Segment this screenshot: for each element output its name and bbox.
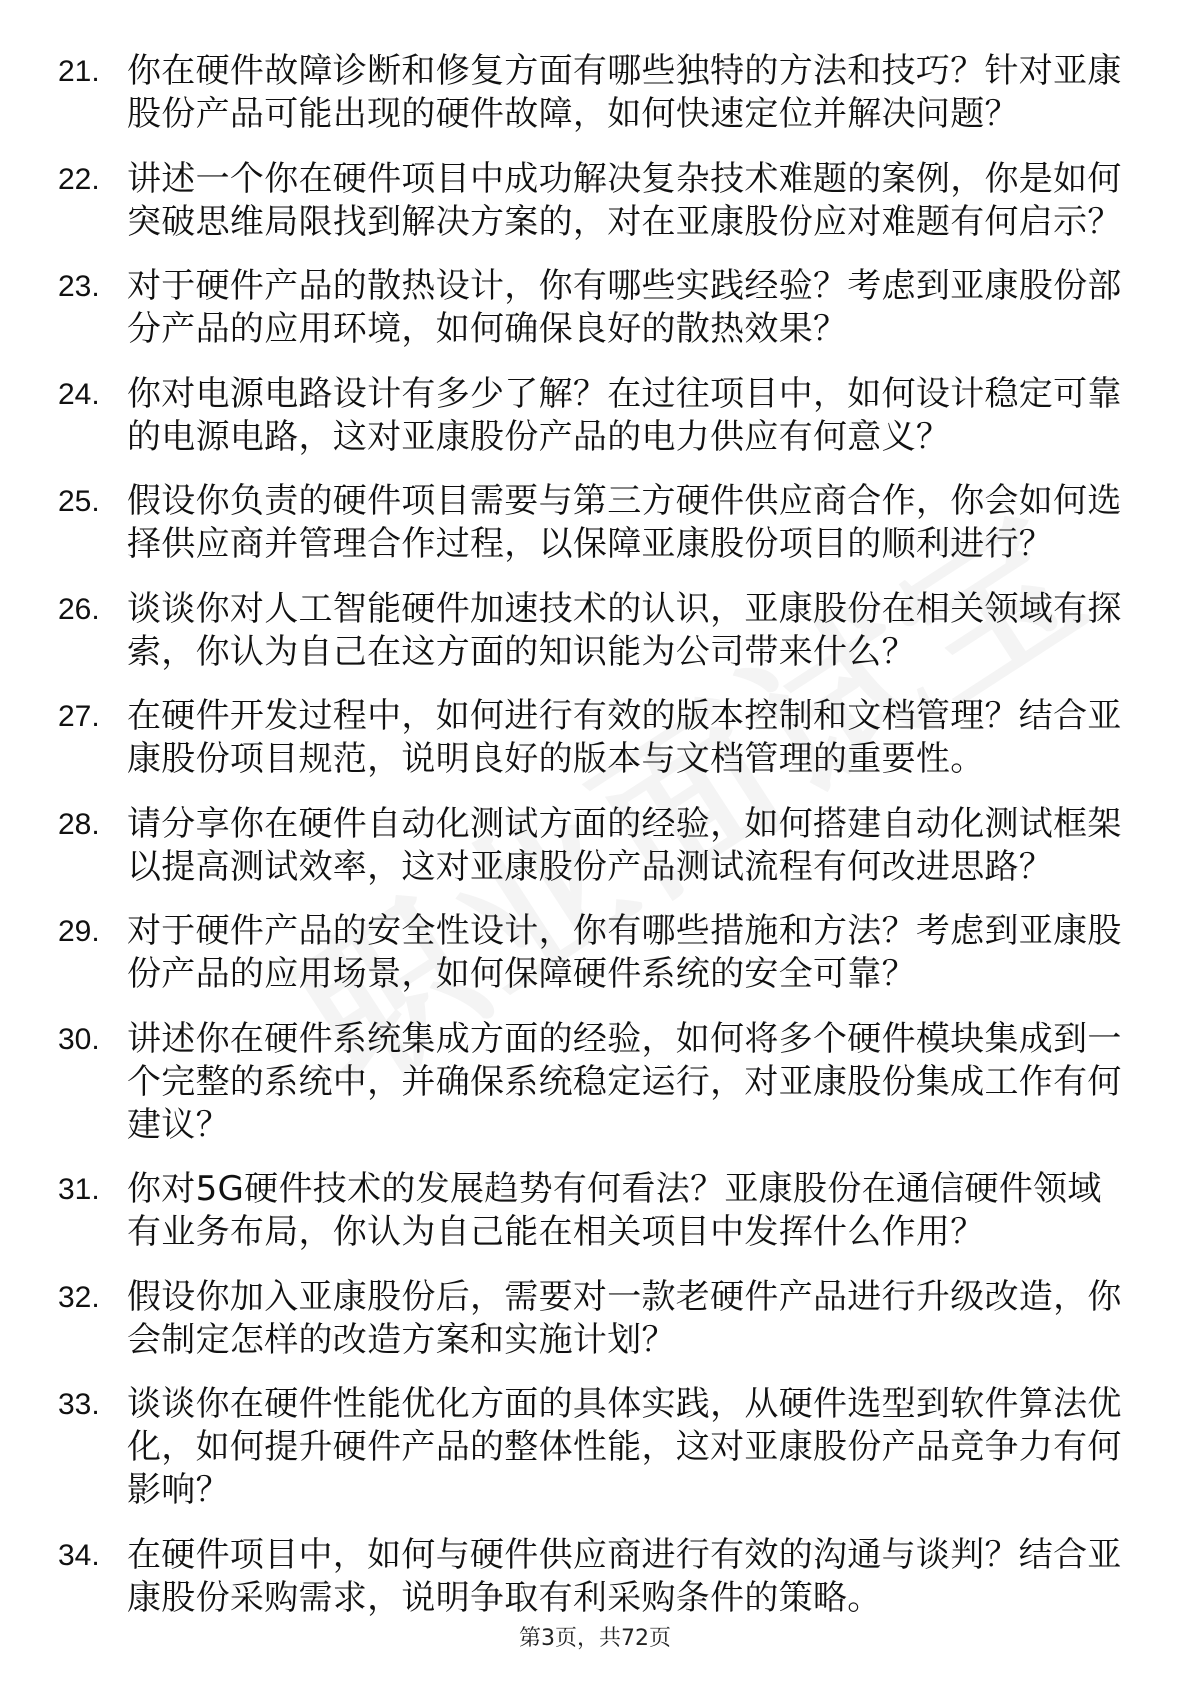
question-text: 在硬件项目中，如何与硬件供应商进行有效的沟通与谈判？结合亚康股份采购需求，说明争取有利采购条件的策略。 [127, 1534, 1122, 1618]
question-text: 谈谈你对人工智能硬件加速技术的认识，亚康股份在相关领域有探索，你认为自己在这方面的知识能为公司带来什么？ [127, 588, 1122, 672]
question-item [0, 158, 1190, 244]
question-number: 23. [58, 270, 100, 303]
question-text: 你在硬件故障诊断和修复方面有哪些独特的方法和技巧？针对亚康股份产品可能出现的硬件故障，如何快速定位并解决问题？ [127, 51, 1122, 134]
question-number: 26. [58, 592, 100, 626]
question-item [0, 1276, 1190, 1362]
question-text: 谈谈你在硬件性能优化方面的具体实践，从硬件选型到软件算法优化，如何提升硬件产品的整体性能，这对亚康股份产品竞争力有何影响？ [127, 1384, 1122, 1510]
question-item [0, 50, 1190, 136]
question-text: 假设你加入亚康股份后，需要对一款老硬件产品进行升级改造，你会制定怎样的改造方案和实施计划？ [127, 1276, 1122, 1360]
question-item [0, 1534, 1190, 1620]
question-item [0, 265, 1190, 351]
question-number: 27. [58, 700, 100, 733]
question-text: 对于硬件产品的散热设计，你有哪些实践经验？考虑到亚康股份部分产品的应用环境，如何确保良好的散热效果？ [127, 266, 1122, 349]
question-text: 你对5G硬件技术的发展趋势有何看法？亚康股份在通信硬件领域有业务布局，你认为自己能在相关项目中发挥什么作用？ [127, 1169, 1102, 1252]
question-item [0, 695, 1190, 781]
question-list [0, 50, 1190, 1641]
question-number: 25. [58, 485, 100, 518]
question-number: 24. [58, 377, 100, 411]
question-number: 22. [58, 162, 100, 196]
question-item [0, 1168, 1190, 1254]
question-text: 你对电源电路设计有多少了解？在过往项目中，如何设计稳定可靠的电源电路，这对亚康股份产品的电力供应有何意义？ [127, 373, 1122, 457]
question-item [0, 1383, 1190, 1512]
question-item [0, 373, 1190, 459]
question-number: 30. [58, 1022, 100, 1056]
question-item [0, 910, 1190, 996]
question-number: 28. [58, 807, 100, 841]
question-text: 请分享你在硬件自动化测试方面的经验，如何搭建自动化测试框架以提高测试效率，这对亚康股份产品测试流程有何改进思路？ [127, 803, 1122, 887]
page-number-footer: 第3页，共72页 [519, 1626, 671, 1651]
question-text: 假设你负责的硬件项目需要与第三方硬件供应商合作，你会如何选择供应商并管理合作过程，以保障亚康股份项目的顺利进行？ [127, 481, 1122, 564]
question-text: 在硬件开发过程中，如何进行有效的版本控制和文档管理？结合亚康股份项目规范，说明良好的版本与文档管理的重要性。 [127, 696, 1122, 779]
question-number: 34. [58, 1538, 100, 1572]
question-number: 31. [58, 1173, 100, 1206]
question-number: 21. [58, 55, 100, 88]
question-item [0, 803, 1190, 889]
question-text: 对于硬件产品的安全性设计，你有哪些措施和方法？考虑到亚康股份产品的应用场景，如何保障硬件系统的安全可靠？ [127, 911, 1122, 994]
question-text: 讲述你在硬件系统集成方面的经验，如何将多个硬件模块集成到一个完整的系统中，并确保系统稳定运行，对亚康股份集成工作有何建议？ [127, 1018, 1122, 1145]
question-item [0, 1018, 1190, 1147]
question-number: 29. [58, 915, 100, 948]
question-number: 33. [58, 1388, 100, 1421]
question-item [0, 480, 1190, 566]
question-number: 32. [58, 1280, 100, 1314]
question-text: 讲述一个你在硬件项目中成功解决复杂技术难题的案例，你是如何突破思维局限找到解决方案的，对在亚康股份应对难题有何启示？ [127, 158, 1122, 242]
question-item [0, 588, 1190, 674]
